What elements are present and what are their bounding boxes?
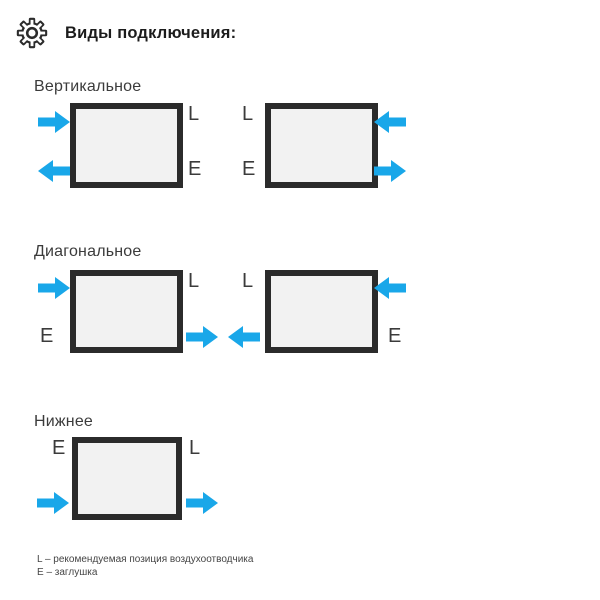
air-vent-label: L xyxy=(242,103,254,125)
legend-line-air-vent: L – рекомендуемая позиция воздухоотводчика xyxy=(37,554,254,565)
radiator-box xyxy=(265,103,378,188)
page-title: Виды подключения: xyxy=(65,23,237,42)
air-vent-label: L xyxy=(242,270,254,292)
legend-line-plug: E – заглушка xyxy=(37,567,98,578)
inlet-arrow-icon xyxy=(374,277,406,299)
plug-label: E xyxy=(40,325,54,347)
radiator-box xyxy=(265,270,378,353)
inlet-arrow-icon xyxy=(374,111,406,133)
outlet-arrow-icon xyxy=(186,492,218,514)
section-title-diagonal: Диагональное xyxy=(34,243,142,260)
section-title-bottom: Нижнее xyxy=(34,413,94,430)
inlet-arrow-icon xyxy=(38,111,70,133)
outlet-arrow-icon xyxy=(186,326,218,348)
radiator-box xyxy=(72,437,182,520)
outlet-arrow-icon xyxy=(38,160,70,182)
plug-label: E xyxy=(52,437,66,459)
header xyxy=(16,17,236,49)
air-vent-label: L xyxy=(188,103,200,125)
air-vent-label: L xyxy=(189,437,201,459)
inlet-arrow-icon xyxy=(38,277,70,299)
section-title-vertical: Вертикальное xyxy=(34,78,142,95)
gear-icon xyxy=(16,17,48,49)
inlet-arrow-icon xyxy=(37,492,69,514)
radiator-box xyxy=(70,103,183,188)
outlet-arrow-icon xyxy=(228,326,260,348)
plug-label: E xyxy=(188,158,202,180)
legend xyxy=(37,553,253,579)
air-vent-label: L xyxy=(188,270,200,292)
outlet-arrow-icon xyxy=(374,160,406,182)
radiator-box xyxy=(70,270,183,353)
plug-label: E xyxy=(388,325,402,347)
plug-label: E xyxy=(242,158,256,180)
